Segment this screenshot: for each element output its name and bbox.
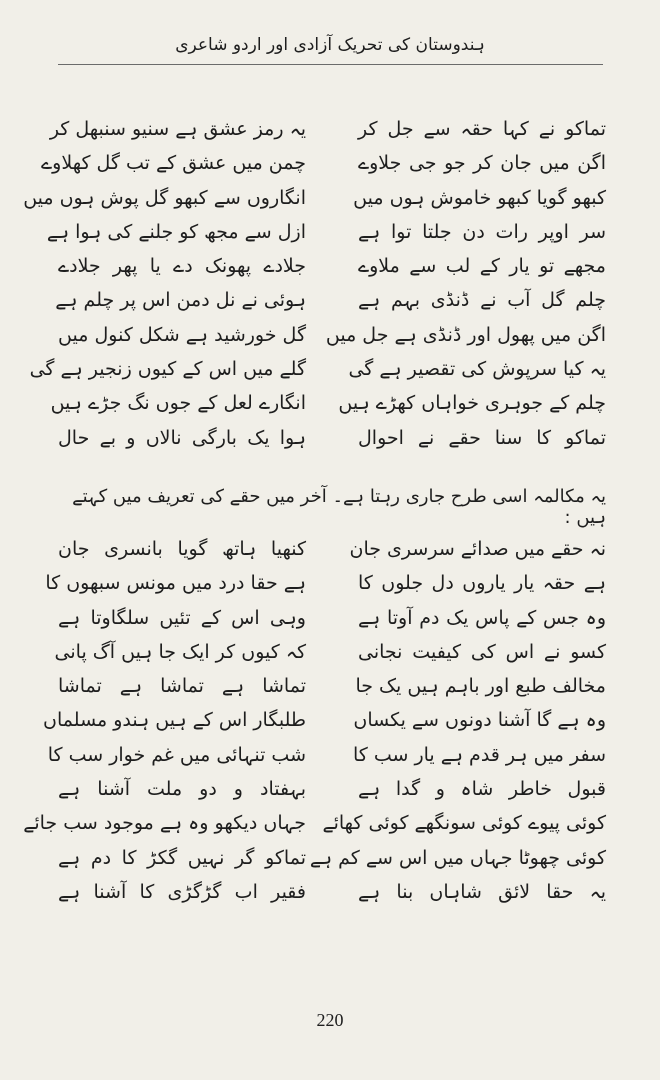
verse-line: کہ کیوں کر ایک جا ہیں آگ پانی bbox=[54, 640, 306, 663]
verse-line: انگارے لعل کے جوں نگ جڑے ہیں bbox=[50, 392, 306, 415]
verse-line: سر اوپر رات دن جلتا توا ہے bbox=[358, 220, 606, 243]
verse-line: مجھے تو یار کے لب سے ملاوے bbox=[358, 255, 606, 278]
poem-bottom-left-column bbox=[23, 532, 306, 909]
verse-line: سفر میں ہر قدم ہے یار سب کا bbox=[352, 743, 606, 766]
verse-line: وہ جس کے پاس یک دم آوتا ہے bbox=[358, 606, 606, 629]
verse-line: چلم کے جوہری خواہاں کھڑے ہیں bbox=[338, 392, 606, 415]
verse-line: اگن میں جان کر جو جی جلاوے bbox=[358, 152, 606, 175]
verse-line: اگن میں پھول اور ڈنڈی ہے جل میں bbox=[325, 323, 606, 346]
verse-line: تماشا ہے تماشا ہے تماشا bbox=[58, 675, 306, 698]
verse-line: ہوئی نے نل دمن اس پر چلم ہے bbox=[55, 289, 306, 312]
verse-line: کوئی چھوٹا جہاں میں اس سے کم ہے bbox=[309, 846, 606, 869]
verse-line: جلادے پھونک دے یا پھر جلادے bbox=[58, 255, 306, 278]
verse-line: فقیر اب گڑگڑی کا آشنا ہے bbox=[58, 880, 306, 903]
verse-line: نہ حقے میں صدائے سرسری جان bbox=[349, 538, 606, 560]
verse-line: ہوا یک بارگی نالاں و بے حال bbox=[58, 426, 306, 449]
verse-line: تماکو کا سنا حقے نے احوال bbox=[358, 426, 606, 449]
verse-line: ہے حقہ یار یاروں دل جلوں کا bbox=[358, 572, 606, 595]
poem-top-left-column bbox=[23, 112, 306, 455]
verse-line: ہے حقا درد میں مونس سبھوں کا bbox=[45, 572, 306, 595]
verse-line: شب تنہائی میں غم خوار سب کا bbox=[47, 743, 306, 766]
verse-line: چمن میں عشق کے تب گل کھلاوے bbox=[41, 152, 306, 175]
verse-line: کوئی پیوے کوئی سونگھے کوئی کھائے bbox=[322, 812, 606, 835]
running-header: ہندوستان کی تحریک آزادی اور اردو شاعری bbox=[175, 35, 485, 55]
verse-line: طلبگار اس کے ہیں ہندو مسلماں bbox=[43, 709, 306, 732]
verse-line: تماکو نے کہا حقہ سے جل کر bbox=[358, 118, 606, 140]
verse-line: بہفتاد و دو ملت آشنا ہے bbox=[58, 778, 306, 801]
verse-line: یہ کیا سرپوش کی تقصیر ہے گی bbox=[348, 358, 606, 381]
verse-line: کبھو گویا کبھو خاموش ہوں میں bbox=[353, 186, 606, 209]
verse-line: مخالف طبع اور باہم ہیں یک جا bbox=[355, 675, 606, 698]
verse-line: قبول خاطر شاہ و گدا ہے bbox=[358, 778, 606, 801]
verse-line: تماکو گر نہیں گکڑ کا دم ہے bbox=[58, 846, 306, 869]
poem-top bbox=[23, 112, 606, 455]
verse-line: جہاں دیکھو وہ ہے موجود سب جائے bbox=[23, 812, 306, 835]
verse-line: کنھیا ہاتھ گویا بانسری جان bbox=[58, 538, 306, 560]
poem-bottom-right-column bbox=[309, 532, 606, 909]
header-rule bbox=[58, 64, 603, 65]
verse-line: کسو نے اس کی کیفیت نجانی bbox=[358, 640, 606, 663]
verse-line: انگاروں سے کبھو گل پوش ہوں میں bbox=[23, 186, 306, 209]
page-number: 220 bbox=[316, 1010, 344, 1030]
poem-top-right-column bbox=[325, 112, 606, 455]
verse-line: وہ ہے گا آشنا دونوں سے یکساں bbox=[353, 709, 606, 732]
poem-bottom bbox=[23, 532, 606, 909]
verse-line: وہی اس کے تئیں سلگاوتا ہے bbox=[58, 606, 306, 629]
verse-line: گلے میں اس کے کیوں زنجیر ہے گی bbox=[29, 358, 306, 381]
verse-line: یہ حقا لائق شاہاں بنا ہے bbox=[358, 880, 606, 903]
verse-line: چلم گل آب نے ڈنڈی بہم ہے bbox=[358, 289, 606, 312]
verse-line: گل خورشید ہے شکل کنول میں bbox=[58, 323, 306, 346]
prose-paragraph: یہ مکالمہ اسی طرح جاری رہتا ہے۔ آخر میں حقے کی تعریف میں کہتے ہیں : bbox=[72, 486, 606, 528]
verse-line: یہ رمز عشق ہے سنیو سنبھل کر bbox=[49, 118, 306, 140]
verse-line: ازل سے مجھ کو جلنے کی ہوا ہے bbox=[46, 220, 306, 243]
